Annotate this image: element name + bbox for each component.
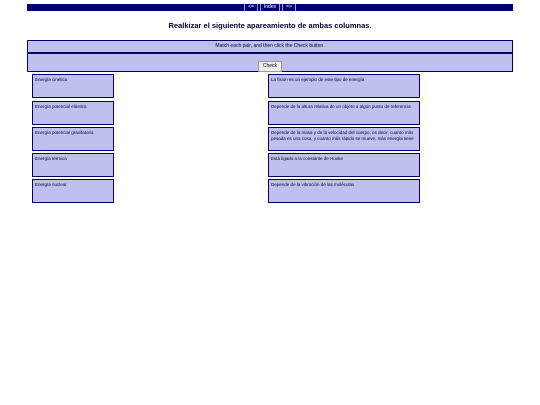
- nav-prev-link[interactable]: <=: [244, 4, 258, 11]
- instructions-bar: Match each pair, and then click the Check button.: [27, 40, 513, 53]
- check-button[interactable]: Check: [258, 61, 282, 72]
- left-item[interactable]: Energía térmica: [32, 153, 114, 177]
- right-item[interactable]: Está ligado a la constante de Hooke: [268, 153, 420, 177]
- left-item[interactable]: Energía nuclear: [32, 179, 114, 203]
- page-title: Realkizar el siguiente apareamiento de ambas columnas.: [168, 21, 372, 30]
- right-item[interactable]: Depende de la masa y de la velocidad del cuerpo, es decir, cuanto más pesada es una cosa, y cuanto más rápido se mueve, más energía tiene: [268, 127, 420, 151]
- left-item[interactable]: Energía cinética: [32, 74, 114, 98]
- left-item[interactable]: Energía potencial gravitatoria: [32, 127, 114, 151]
- nav-next-link[interactable]: =>: [282, 4, 296, 11]
- right-item[interactable]: Depende de la altura relativa de un objeto a algún punto de referencia: [268, 101, 420, 125]
- right-item[interactable]: La fisión es un ejemplo de este tipo de energía: [268, 74, 420, 98]
- left-item[interactable]: Energía potencial elástica: [32, 101, 114, 125]
- right-item[interactable]: Depende de la vibración de las moléculas: [268, 179, 420, 203]
- check-bar: [27, 53, 513, 72]
- nav-bar: [27, 4, 513, 11]
- nav-index-link[interactable]: Index: [260, 4, 280, 11]
